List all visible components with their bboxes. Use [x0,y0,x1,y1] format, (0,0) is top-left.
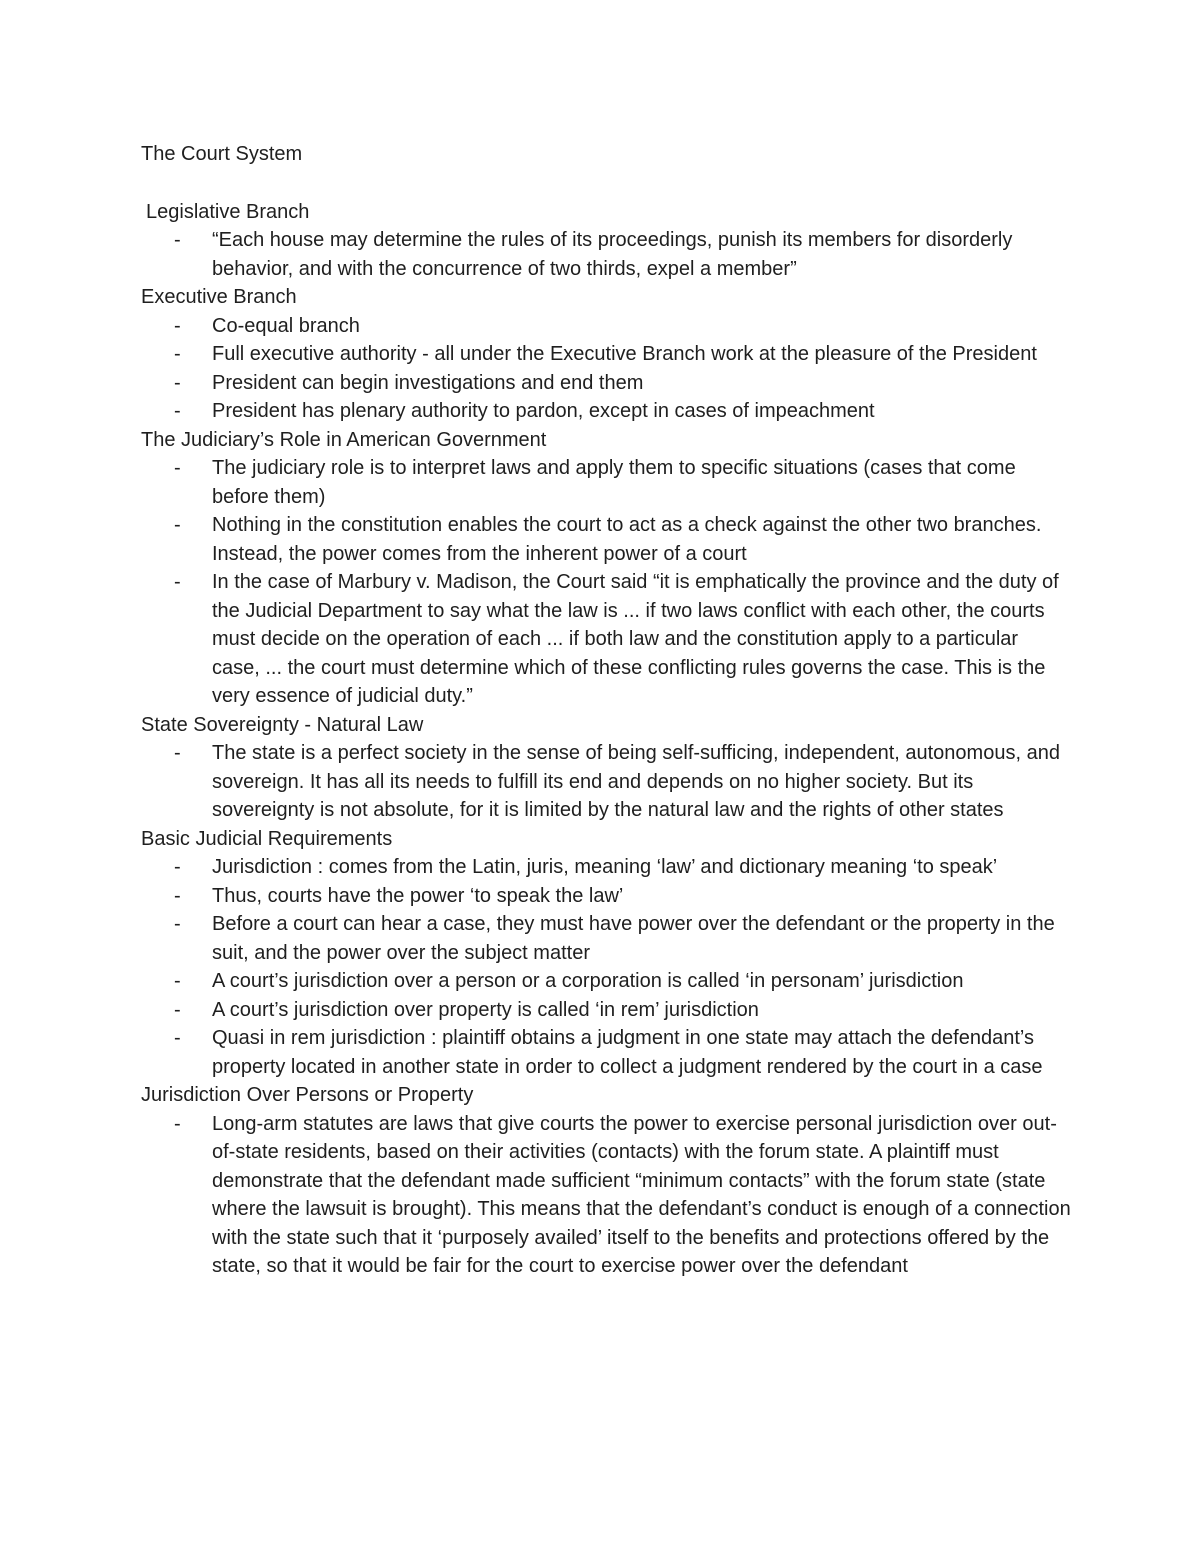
bullet-dash: - [174,343,181,365]
list-item-text: Full executive authority - all under the Executive Branch work at the pleasure of the President [212,343,1037,365]
list-item [141,996,1071,1025]
bullet-list-executive-branch [141,312,1071,426]
bullet-list-state-sovereignty [141,739,1071,825]
list-item [141,853,1071,882]
list-item [141,454,1071,511]
bullet-dash: - [174,884,181,907]
list-item [141,1110,1071,1281]
list-item [141,340,1071,369]
list-item-text: Nothing in the constitution enables the court to act as a check against the other two branches. Instead, the power comes from the inherent power of a court [212,514,1042,565]
bullet-dash: - [174,514,181,536]
section-heading-executive-branch: Executive Branch [141,286,297,308]
list-item [141,967,1071,996]
list-item-text: Quasi in rem jurisdiction : plaintiff obtains a judgment in one state may attach the defendant’s property located in another state in order to collect a judgment rendered by the court in a case [212,1027,1043,1078]
list-item [141,1024,1071,1081]
list-item-text: President can begin investigations and end them [212,371,644,394]
list-item [141,910,1071,967]
section-heading-legislative-branch: Legislative Branch [146,200,310,223]
list-item-text: The state is a perfect society in the sense of being self-sufficing, independent, autonomous, and sovereign. It has all its needs to fulfill its end and depends on no higher society. But its sovereignty is not absolute, for it is limited by the natural law and the rights of other states [212,742,1060,821]
list-item [141,882,1071,911]
section-heading-state-sovereignty: State Sovereignty - Natural Law [141,713,424,736]
bullet-list-legislative-branch [141,226,1071,283]
bullet-list-jurisdiction-over-persons [141,1110,1071,1281]
list-item-text: A court’s jurisdiction over property is called ‘in rem’ jurisdiction [212,998,759,1021]
section-heading-jurisdiction-over-persons: Jurisdiction Over Persons or Property [141,1084,474,1106]
list-item-text: President has plenary authority to pardon, except in cases of impeachment [212,400,875,422]
bullet-dash: - [174,457,181,479]
bullet-dash: - [174,314,181,337]
bullet-dash: - [174,229,181,251]
list-item [141,511,1071,568]
bullet-list-basic-judicial-requirements [141,853,1071,1081]
list-item-text: Before a court can hear a case, they must have power over the defendant or the property in the suit, and the power over the subject matter [212,913,1055,964]
bullet-dash: - [174,371,181,394]
document-page [141,140,1071,1281]
list-item [141,226,1071,283]
bullet-dash: - [174,913,181,935]
bullet-dash: - [174,1027,181,1049]
list-item-text: The judiciary role is to interpret laws and apply them to specific situations (cases that come before them) [212,457,1016,508]
bullet-list-judiciary-role [141,454,1071,711]
list-item [141,369,1071,398]
bullet-dash: - [174,400,181,422]
list-item-text: “Each house may determine the rules of its proceedings, punish its members for disorderly behavior, and with the concurrence of two thirds, expel a member” [212,229,1013,280]
list-item-text: Jurisdiction : comes from the Latin, juris, meaning ‘law’ and dictionary meaning ‘to speak’ [212,856,998,878]
list-item [141,739,1071,825]
bullet-dash: - [174,998,181,1021]
bullet-dash: - [174,742,181,764]
list-item-text: Long-arm statutes are laws that give courts the power to exercise personal jurisdiction over out-of-state residents, based on their activities (contacts) with the forum state. A plaintiff must demonstrate that the defendant made sufficient “minimum contacts” with the forum state (state where the lawsuit is brought). This means that the defendant’s conduct is enough of a connection with the state such that it ‘purposely availed’ itself to the benefits and protections offered by the state, so that it would be fair for the court to exercise power over the defendant [212,1112,1071,1277]
bullet-dash: - [174,970,181,992]
list-item-text: A court’s jurisdiction over a person or a corporation is called ‘in personam’ jurisdiction [212,970,964,992]
list-item-text: Co-equal branch [212,314,360,337]
list-item-text: Thus, courts have the power ‘to speak the law’ [212,884,624,907]
section-heading-basic-judicial-requirements: Basic Judicial Requirements [141,827,393,850]
document-title: The Court System [141,143,303,165]
bullet-dash: - [174,571,181,593]
list-item [141,312,1071,341]
bullet-dash: - [174,1112,181,1135]
list-item [141,397,1071,426]
list-item-text: In the case of Marbury v. Madison, the Court said “it is emphatically the province and the duty of the Judicial Department to say what the law is ... if two laws conflict with each other, the courts must decide on the operation of each ... if both law and the constitution apply to a particular case, ... the court must determine which of these conflicting rules governs the case. This is the very essence of judicial duty.” [212,571,1059,707]
section-heading-judiciary-role: The Judiciary’s Role in American Government [141,428,547,451]
bullet-dash: - [174,856,181,878]
list-item [141,568,1071,711]
